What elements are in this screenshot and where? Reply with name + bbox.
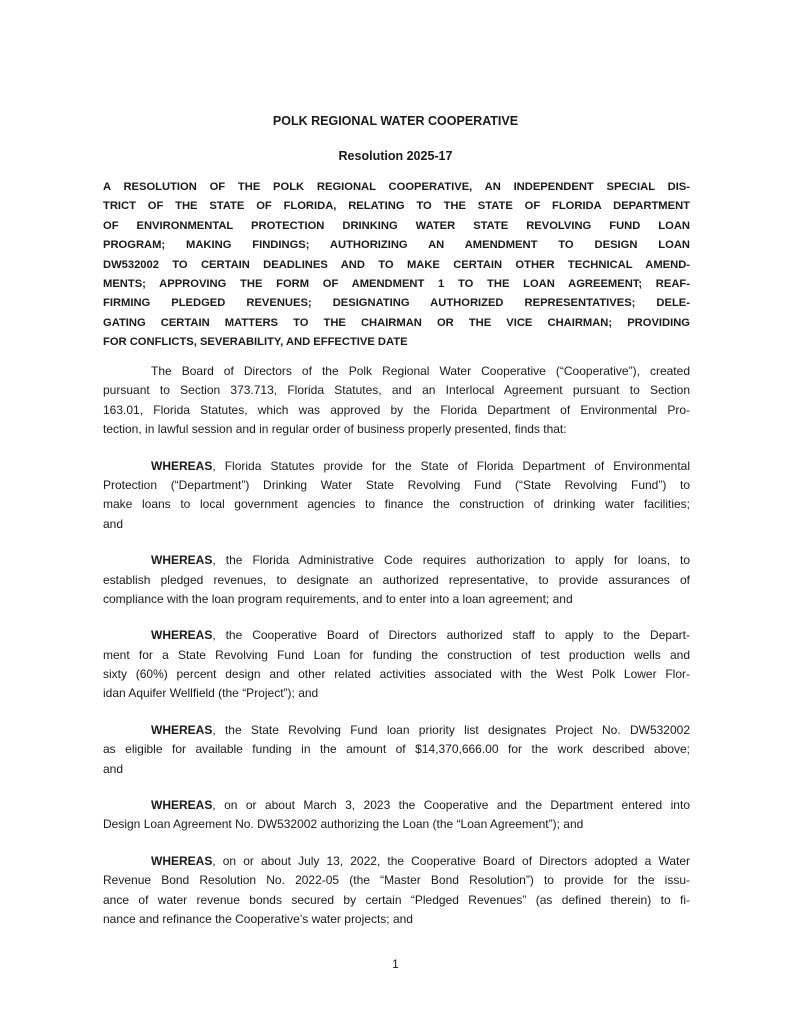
whereas-lead: WHEREAS [151,553,213,568]
paragraph-line [103,551,690,570]
heading-line: DW532002 TO CERTAIN DEADLINES AND TO MAKE CERTAIN OTHER TECHNICAL AMEND- [103,258,690,271]
document-title: POLK REGIONAL WATER COOPERATIVE [272,114,519,128]
heading-line: GATING CERTAIN MATTERS TO THE CHAIRMAN OR THE VICE CHAIRMAN; PROVIDING [103,316,690,329]
paragraph [103,551,690,609]
paragraph-line: sixty (60%) percent design and other related activities associated with the West Polk Lower Flor- [103,667,690,682]
heading-line: FIRMING PLEDGED REVENUES; DESIGNATING AUTHORIZED REPRESENTATIVES; DELE- [103,297,690,310]
whereas-lead: WHEREAS [151,798,213,813]
resolution-number: Resolution 2025-17 [338,149,453,163]
page-number: 1 [392,957,399,971]
paragraph-line: and [103,516,124,531]
paragraph-line: nance and refinance the Cooperative’s water projects; and [103,911,413,926]
paragraph-line: Protection (“Department”) Drinking Water State Revolving Fund (“State Revolving Fund”) to [103,477,690,492]
document-body [103,362,690,946]
line-text: , on or about March 3, 2023 the Cooperative and the Department entered into [212,798,690,813]
heading-line: PROGRAM; MAKING FINDINGS; AUTHORIZING AN AMENDMENT TO DESIGN LOAN [103,239,690,252]
paragraph-line: Design Loan Agreement No. DW532002 authorizing the Loan (the “Loan Agreement”); and [103,817,584,832]
paragraph [103,457,690,535]
paragraph-line [103,852,690,871]
paragraph-line [103,796,690,815]
paragraph [103,852,690,930]
paragraph [103,362,690,440]
heading-line: A RESOLUTION OF THE POLK REGIONAL COOPERATIVE, AN INDEPENDENT SPECIAL DIS- [103,181,690,193]
paragraph-line: The Board of Directors of the Polk Regional Water Cooperative (“Cooperative”), created [151,364,690,378]
paragraph [103,721,690,779]
paragraph-line [103,626,690,645]
heading-line: FOR CONFLICTS, SEVERABILITY, AND EFFECTIVE DATE [103,336,408,349]
whereas-lead: WHEREAS [151,853,213,868]
line-text: , the Florida Administrative Code requires authorization to apply for loans, to [212,553,690,568]
paragraph-line: as eligible for available funding in the amount of $14,370,666.00 for the work described above; [103,742,690,757]
line-text: , Florida Statutes provide for the State of Florida Department of Environmental [212,458,690,473]
paragraph-line [103,457,690,476]
paragraph [103,626,690,704]
paragraph-line: establish pledged revenues, to designate an authorized representative, to provide assurances of [103,572,690,587]
line-text: , the State Revolving Fund loan priority list designates Project No. DW532002 [212,722,690,737]
paragraph-line: pursuant to Section 373.713, Florida Statutes, and an Interlocal Agreement pursuant to Section [103,383,690,398]
heading-line: OF ENVIRONMENTAL PROTECTION DRINKING WATER STATE REVOLVING FUND LOAN [103,219,690,232]
paragraph-line: ment for a State Revolving Fund Loan for funding the construction of test production wells and [103,647,690,662]
paragraph-line: idan Aquifer Wellfield (the “Project”); and [103,686,319,701]
paragraph-line: tection, in lawful session and in regular order of business properly presented, finds that: [103,422,567,437]
paragraph-line: and [103,761,124,776]
whereas-lead: WHEREAS [151,458,213,473]
resolution-heading [103,178,690,353]
line-text: , on or about July 13, 2022, the Cooperative Board of Directors adopted a Water [212,853,690,868]
paragraph-line: make loans to local government agencies to finance the construction of drinking water facilities; [103,497,690,512]
heading-line: MENTS; APPROVING THE FORM OF AMENDMENT 1 TO THE LOAN AGREEMENT; REAF- [103,277,690,290]
paragraph-line: ance of water revenue bonds secured by certain “Pledged Revenues” (as defined therein) to fi- [103,892,690,907]
paragraph-line: compliance with the loan program requirements, and to enter into a loan agreement; and [103,591,573,606]
paragraph-line [103,721,690,740]
paragraph [103,796,690,835]
line-text: , the Cooperative Board of Directors authorized staff to apply to the Depart- [212,628,690,643]
paragraph-line: Revenue Bond Resolution No. 2022-05 (the “Master Bond Resolution”) to provide for the issu- [103,873,690,888]
whereas-lead: WHEREAS [151,628,213,643]
heading-line: TRICT OF THE STATE OF FLORIDA, RELATING TO THE STATE OF FLORIDA DEPARTMENT [103,200,690,213]
paragraph-line: 163.01, Florida Statutes, which was approved by the Florida Department of Environmental Pro- [103,402,690,417]
whereas-lead: WHEREAS [151,722,213,737]
